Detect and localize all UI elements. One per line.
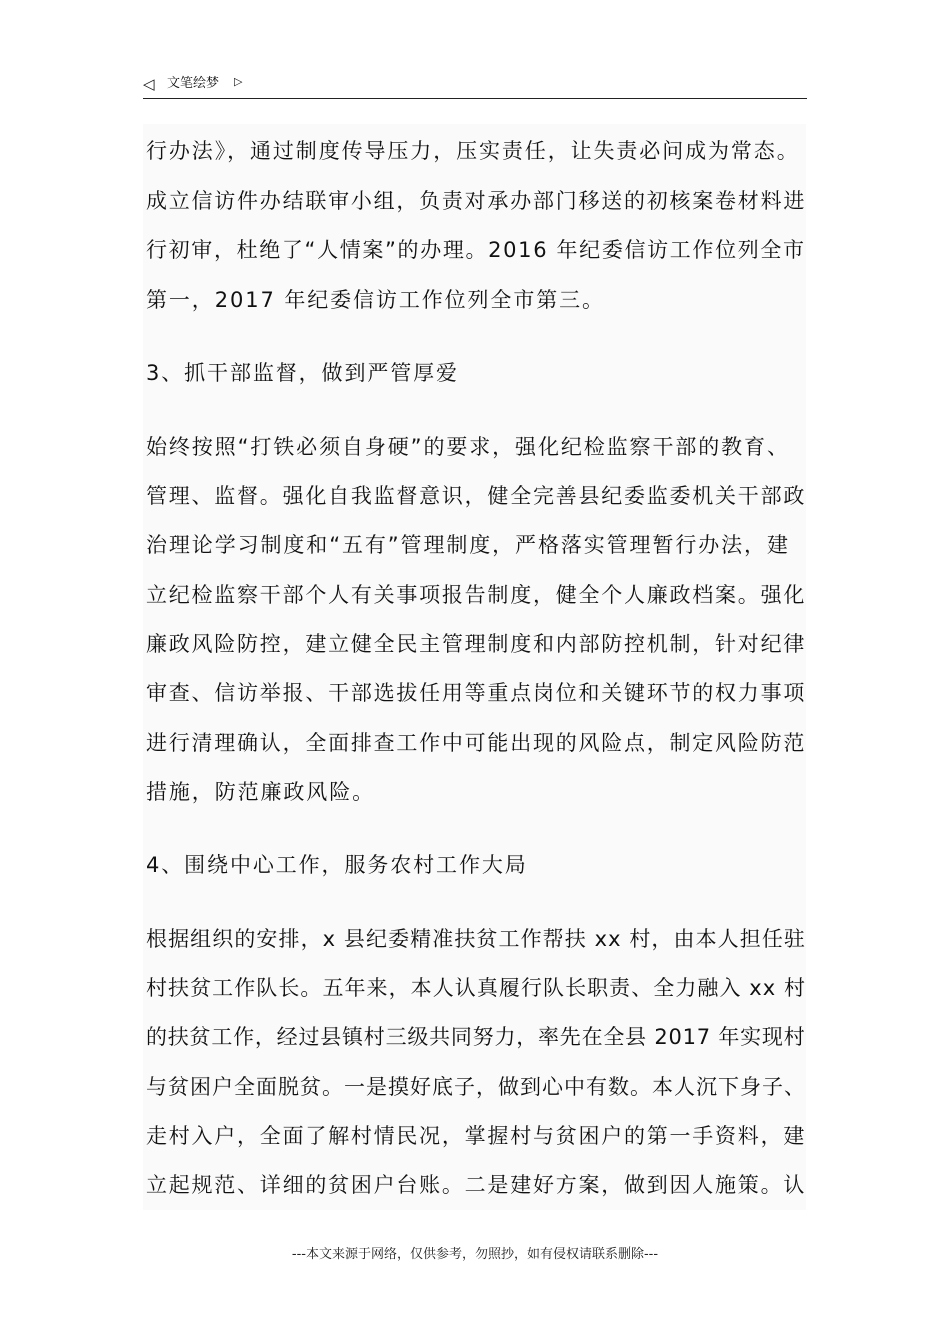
brand-name: 文笔绘梦: [167, 76, 220, 91]
right-triangle-icon: ▷: [234, 75, 243, 88]
text-line: 措施，防范廉政风险。: [146, 780, 375, 804]
text-line: 村扶贫工作队长。五年来，本人认真履行队长职责、全力融入 xx 村: [146, 976, 807, 1000]
text-line: 廉政风险防控，建立健全民主管理制度和内部防控机制，针对纪律: [146, 632, 807, 656]
text-line: 的扶贫工作，经过县镇村三级共同努力，率先在全县 2017 年实现村: [146, 1025, 806, 1049]
text-line: 成立信访件办结联审小组，负责对承办部门移送的初核案卷材料进: [146, 189, 807, 213]
section-heading: 3、抓干部监督，做到严管厚爱: [146, 361, 459, 385]
text-line: 立纪检监察干部个人有关事项报告制度，健全个人廉政档案。强化: [146, 583, 807, 607]
footer-disclaimer: ---本文来源于网络，仅供参考，勿照抄，如有侵权请联系删除---: [291, 1247, 659, 1262]
text-line: 治理论学习制度和“五有”管理制度，严格落实管理暂行办法，建: [146, 533, 790, 557]
section-heading: 4、围绕中心工作，服务农村工作大局: [146, 853, 528, 877]
text-line: 第一，2017 年纪委信访工作位列全市第三。: [146, 288, 605, 312]
text-line: 进行清理确认，全面排查工作中可能出现的风险点，制定风险防范: [146, 731, 807, 755]
text-line: 始终按照“打铁必须自身硬”的要求，强化纪检监察干部的教育、: [146, 435, 790, 459]
left-triangle-icon: ◁: [143, 75, 155, 93]
text-line: 行办法》，通过制度传导压力，压实责任，让失责必问成为常态。: [146, 139, 800, 163]
text-line: 走村入户，全面了解村情民况，掌握村与贫困户的第一手资料，建: [146, 1124, 807, 1148]
text-line: 管理、监督。强化自我监督意识，健全完善县纪委监委机关干部政: [146, 484, 807, 508]
text-line: 与贫困户全面脱贫。一是摸好底子，做到心中有数。本人沉下身子、: [146, 1075, 806, 1099]
document-body: [143, 124, 806, 1210]
text-line: 审查、信访举报、干部选拔任用等重点岗位和关键环节的权力事项: [146, 681, 807, 705]
text-line: 立起规范、详细的贫困户台账。二是建好方案，做到因人施策。认: [146, 1173, 807, 1197]
text-line: 根据组织的安排，x 县纪委精准扶贫工作帮扶 xx 村，由本人担任驻: [146, 927, 807, 951]
text-line: 行初审，杜绝了“人情案”的办理。2016 年纪委信访工作位列全市: [146, 238, 806, 262]
page-header: [143, 72, 807, 99]
